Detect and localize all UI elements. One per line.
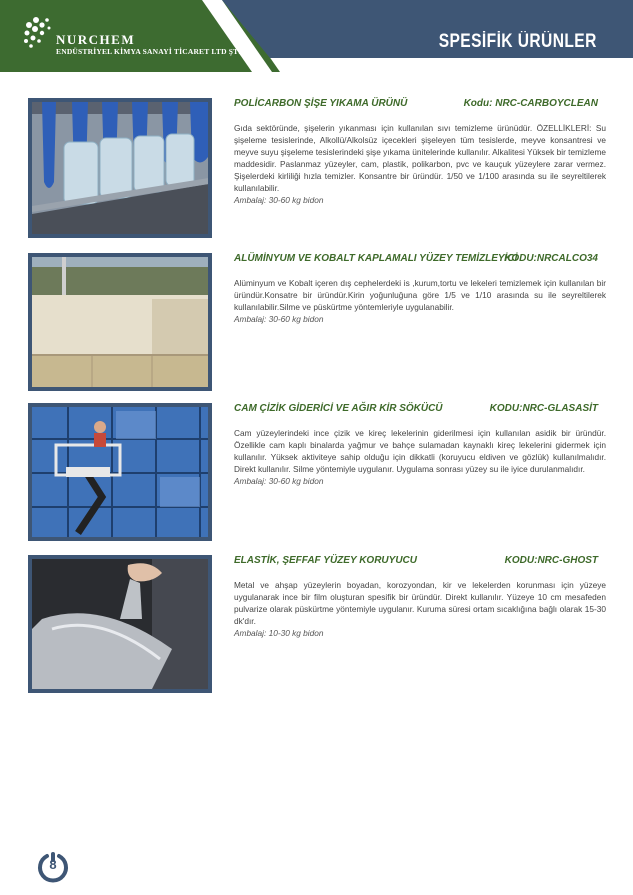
product-photo-glass-building	[28, 403, 212, 541]
page-header	[0, 0, 633, 72]
brand-subtitle: ENDÜSTRİYEL KİMYA SANAYİ TİCARET LTD ŞTİ	[56, 47, 242, 56]
product-code: Kodu: NRC-CARBOYCLEAN	[463, 98, 598, 109]
product-code: KODU:NRC-GHOST	[504, 555, 598, 566]
product-photo-bottle-washing	[28, 98, 212, 238]
product-description: Gıda sektöründe, şişelerin yıkanması için kullanılan sıvı temizleme ürünüdür. ÖZELLİKLERİ: Su şişeleme tesislerinde, Alkollü/Alkolsüz içecekleri şişeleyen tüm tesislerde, meyve konsantresi ve meyve suyu şişeleme tesislerindeki şişe yıkama ünitelerinde kullanılır. Alkalitesi Yüksek bir temizleme maddesidir. Paslanmaz yüzeyler, cam, plastik, polikarbon, pvc ve kauçuk yüzeylere zarar vermez. Şişelerdeki kirliliği hızla temizler. Konsantre bir üründür. 1/50 ve 1/100 arasında su ile seyreltilerek kullanılabilir.	[234, 123, 606, 193]
product-photo-protective-film	[28, 555, 212, 693]
logo-dots-icon	[22, 12, 56, 52]
product-name: POLİCARBON ŞİŞE YIKAMA ÜRÜNÜ	[234, 98, 408, 109]
product-code: KODU:NRCALCO34	[504, 253, 598, 264]
page-number: 8	[49, 857, 57, 872]
product-packaging: Ambalaj: 30-60 kg bidon	[234, 195, 324, 205]
product-name: ELASTİK, ŞEFFAF YÜZEY KORUYUCU	[234, 555, 417, 566]
page-number-badge	[36, 850, 70, 884]
product-packaging: Ambalaj: 10-30 kg bidon	[234, 628, 324, 638]
product-description: Metal ve ahşap yüzeylerin boyadan, korozyondan, kir ve lekelerden korunması için yüzeye uygulanarak ince bir film oluşturan spesifik bir üründür. Direkt kullanılır. Yüzeye 10 cm mesafeden pulvarize olarak püskürtme yöntemiyle uygulanır. Kuruma süresi ortam sıcaklığına bağlı olarak 15-30 dk'dır.	[234, 580, 606, 626]
product-info	[234, 253, 606, 325]
product-code: KODU:NRC-GLASASİT	[489, 403, 598, 414]
product-info	[234, 555, 606, 639]
company-logo	[22, 12, 242, 62]
product-name: CAM ÇİZİK GİDERİCİ VE AĞIR KİR SÖKÜCÜ	[234, 403, 443, 414]
product-name: ALÜMİNYUM VE KOBALT KAPLAMALI YÜZEY TEMİZLEYİCİ	[234, 253, 518, 264]
page-title: SPESİFİK ÜRÜNLER	[438, 31, 597, 52]
product-description: Alüminyum ve Kobalt içeren dış cephelerdeki is ,kurum,tortu ve lekeleri temizlemek için kullanılan bir üründür.Konsatre bir üründür.Kirin yoğunluğuna göre 1/5 ve 1/10 arasında su ile seyreltilerek kullanılabilir.Silme ve püskürtme yöntemleriyle uygulanabilir.	[234, 278, 606, 312]
product-info	[234, 403, 606, 487]
product-packaging: Ambalaj: 30-60 kg bidon	[234, 314, 324, 324]
brand-name: NURCHEM	[56, 32, 136, 47]
product-info	[234, 98, 606, 206]
product-packaging: Ambalaj: 30-60 kg bidon	[234, 476, 324, 486]
product-description: Cam yüzeylerindeki ince çizik ve kireç lekelerinin giderilmesi için kullanılan asidik bir üründür. Özellikle cam kaplı binalarda yağmur ve bahçe sulamadan kaynaklı kireç lekelerini gidermek için kullanılır. Yüksek aktiviteye sahip olduğu için dikkatli (koruyucu eldiven ve gözlük) kullanılmalıdır. Direkt kullanılır. Silme yöntemiyle uygulanır. Uygulama sonrası yüzey su ile iyice durulanmalıdır.	[234, 428, 606, 474]
product-photo-facade	[28, 253, 212, 391]
